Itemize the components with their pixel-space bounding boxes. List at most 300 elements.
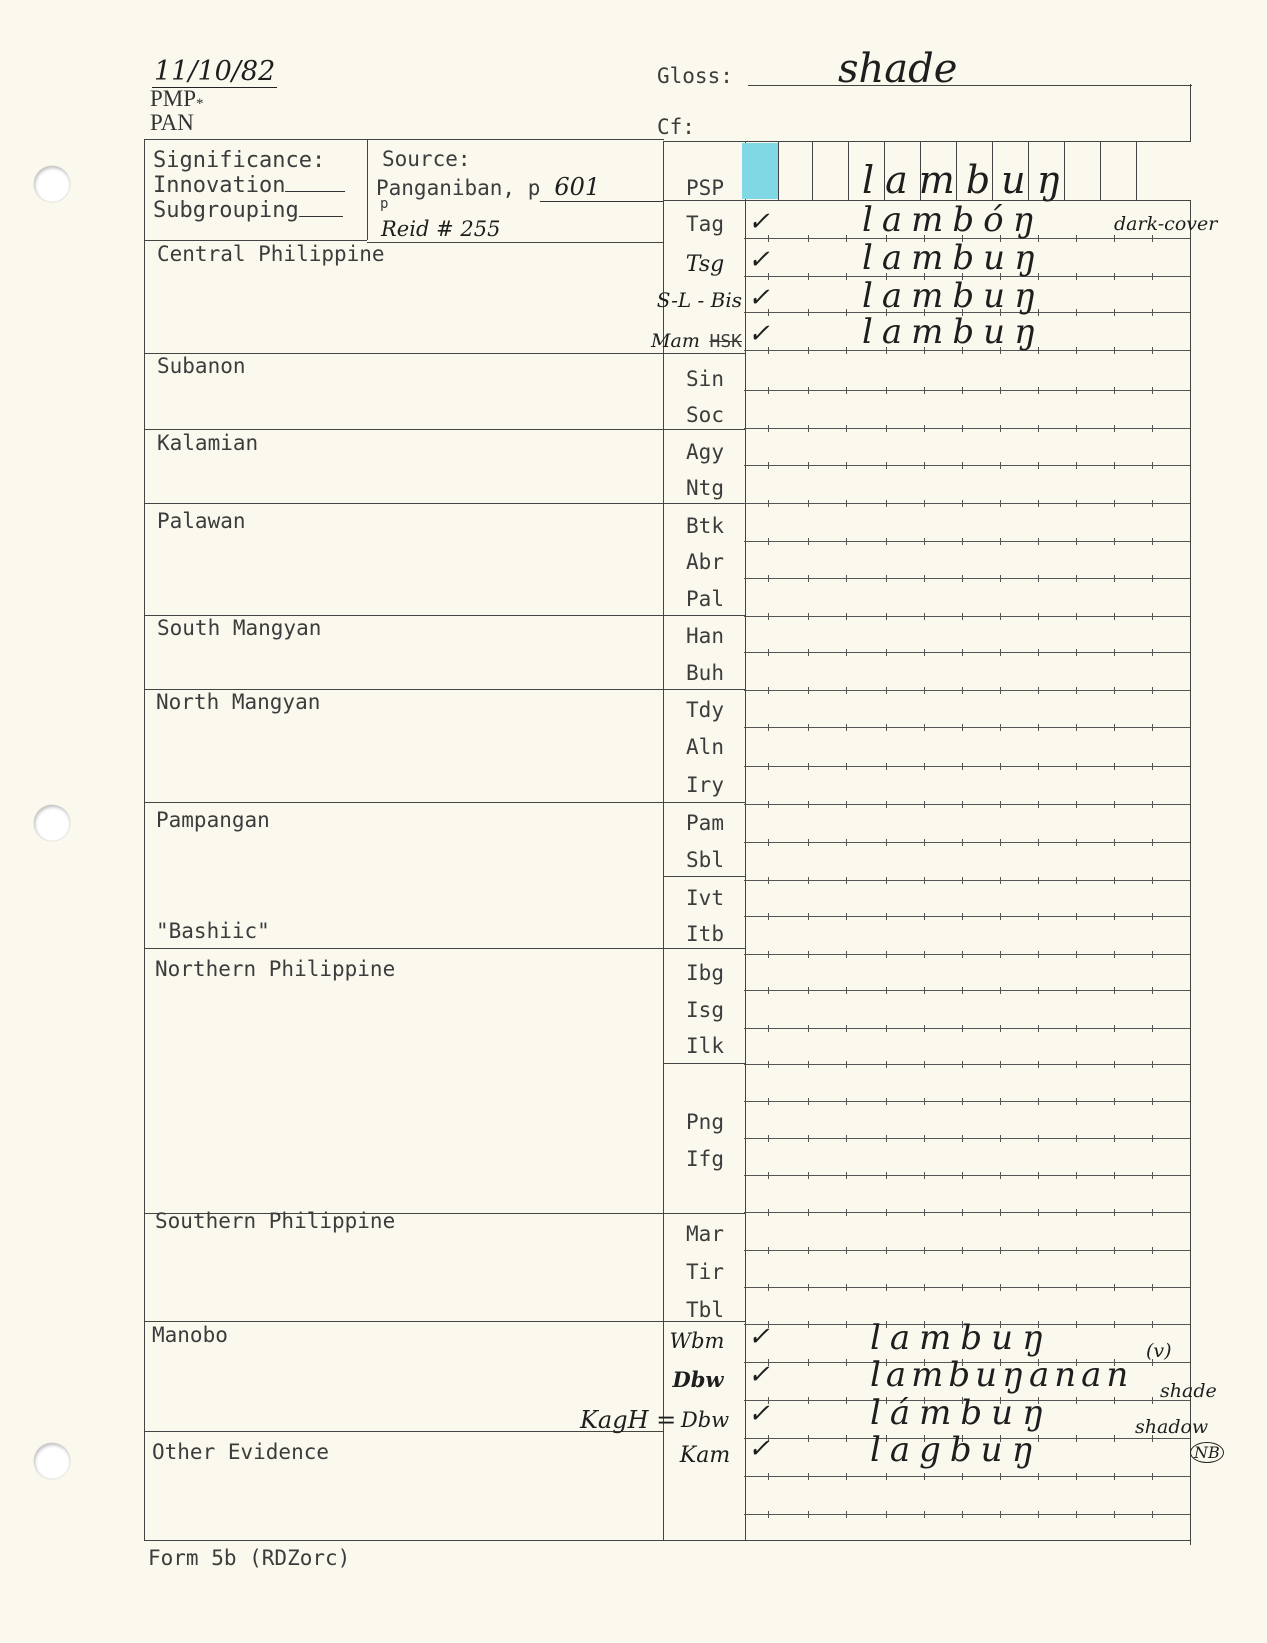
entry-rule-line bbox=[744, 652, 1190, 653]
note-wbm: (v) bbox=[1146, 1340, 1172, 1362]
rule-tick bbox=[808, 1359, 809, 1366]
right-frame bbox=[1190, 200, 1191, 1545]
rule-tick bbox=[1152, 951, 1153, 958]
lang-kam: Kam bbox=[679, 1443, 731, 1468]
rule-tick bbox=[924, 1098, 925, 1105]
rule-tick bbox=[1114, 1321, 1115, 1328]
rule-tick bbox=[1038, 1209, 1039, 1216]
rule-tick bbox=[1000, 724, 1001, 731]
lang-sin: Sin bbox=[686, 367, 724, 391]
rule-tick bbox=[768, 1209, 769, 1216]
rule-tick bbox=[808, 687, 809, 694]
rule-tick bbox=[1000, 1209, 1001, 1216]
rule-tick bbox=[886, 839, 887, 846]
rule-tick bbox=[846, 538, 847, 545]
entry-rule-line bbox=[744, 804, 1190, 805]
date: 11/10/82 bbox=[154, 56, 276, 87]
rule-tick bbox=[924, 538, 925, 545]
rule-tick bbox=[1114, 1284, 1115, 1291]
rule-tick bbox=[924, 1209, 925, 1216]
check-kam: ✓ bbox=[748, 1434, 770, 1464]
rule-tick bbox=[846, 1172, 847, 1179]
rule-tick bbox=[886, 425, 887, 432]
rule-tick bbox=[1114, 763, 1115, 770]
rule-tick bbox=[808, 1473, 809, 1480]
rule-tick bbox=[962, 1209, 963, 1216]
rule-tick bbox=[1038, 951, 1039, 958]
rule-tick bbox=[886, 575, 887, 582]
rule-tick bbox=[1038, 1172, 1039, 1179]
rule-tick bbox=[1000, 687, 1001, 694]
rule-tick bbox=[768, 649, 769, 656]
rule-tick bbox=[1076, 1473, 1077, 1480]
rule-tick bbox=[1152, 462, 1153, 469]
rule-tick bbox=[846, 839, 847, 846]
rule-tick bbox=[1076, 649, 1077, 656]
rule-tick bbox=[886, 1061, 887, 1068]
rule-tick bbox=[846, 425, 847, 432]
rule-tick bbox=[808, 1284, 809, 1291]
rule-tick bbox=[768, 1172, 769, 1179]
rule-tick bbox=[1076, 951, 1077, 958]
punch-hole-top bbox=[34, 166, 70, 202]
psp-cell-divider bbox=[812, 141, 813, 200]
rule-tick bbox=[1076, 1284, 1077, 1291]
entry-rule-line bbox=[744, 541, 1190, 542]
rule-tick bbox=[1076, 687, 1077, 694]
rule-tick bbox=[1038, 763, 1039, 770]
entry-rule-line bbox=[744, 1028, 1190, 1029]
rule-tick bbox=[1000, 575, 1001, 582]
rule-tick bbox=[924, 613, 925, 620]
psp-cell-divider bbox=[778, 141, 779, 200]
rule-tick bbox=[1038, 613, 1039, 620]
rule-tick bbox=[1038, 724, 1039, 731]
rule-tick bbox=[1152, 1061, 1153, 1068]
divider-northern bbox=[144, 948, 745, 949]
check-tag: ✓ bbox=[748, 207, 770, 237]
lang-isg: Isg bbox=[686, 998, 724, 1022]
rule-tick bbox=[1152, 724, 1153, 731]
rule-tick bbox=[768, 425, 769, 432]
rule-tick bbox=[886, 877, 887, 884]
entry-rule-line bbox=[744, 390, 1190, 391]
lang-tag: Tag bbox=[686, 212, 724, 236]
rule-tick bbox=[1152, 801, 1153, 808]
divider-pampangan bbox=[144, 802, 745, 803]
entry-rule-line bbox=[744, 727, 1190, 728]
rule-tick bbox=[1114, 1135, 1115, 1142]
rule-tick bbox=[1152, 273, 1153, 280]
rule-tick bbox=[846, 235, 847, 242]
rule-tick bbox=[1152, 387, 1153, 394]
rule-tick bbox=[768, 1061, 769, 1068]
rule-tick bbox=[1076, 877, 1077, 884]
rule-tick bbox=[1152, 309, 1153, 316]
divider-ilk-lang bbox=[663, 1063, 745, 1064]
lang-pam: Pam bbox=[686, 811, 724, 835]
lang-bis bbox=[620, 288, 742, 312]
note-dbw-2: shadow bbox=[1135, 1416, 1209, 1438]
rule-tick bbox=[1152, 687, 1153, 694]
rule-tick bbox=[1000, 500, 1001, 507]
rule-tick bbox=[886, 1098, 887, 1105]
rule-tick bbox=[808, 1098, 809, 1105]
rule-tick bbox=[1000, 987, 1001, 994]
rule-tick bbox=[846, 1098, 847, 1105]
rule-tick bbox=[1152, 1098, 1153, 1105]
rule-tick bbox=[924, 387, 925, 394]
rule-tick bbox=[886, 1135, 887, 1142]
rule-tick bbox=[924, 1473, 925, 1480]
rule-tick bbox=[808, 575, 809, 582]
rule-tick bbox=[808, 387, 809, 394]
rule-tick bbox=[768, 724, 769, 731]
rule-tick bbox=[962, 1061, 963, 1068]
rule-tick bbox=[1038, 687, 1039, 694]
rule-tick bbox=[1000, 462, 1001, 469]
rule-tick bbox=[1152, 500, 1153, 507]
rule-tick bbox=[808, 1209, 809, 1216]
rule-tick bbox=[1114, 913, 1115, 920]
rule-tick bbox=[1152, 347, 1153, 354]
lang-kagh: KagH = bbox=[580, 1406, 677, 1434]
rule-tick bbox=[962, 839, 963, 846]
check-dbw-1: ✓ bbox=[748, 1360, 770, 1390]
rule-tick bbox=[962, 1098, 963, 1105]
subgrouping-label bbox=[153, 198, 343, 223]
rule-tick bbox=[1114, 387, 1115, 394]
rule-tick bbox=[962, 951, 963, 958]
rule-tick bbox=[808, 1397, 809, 1404]
rule-tick bbox=[808, 1025, 809, 1032]
lang-wbm: Wbm bbox=[669, 1329, 725, 1353]
rule-tick bbox=[1076, 425, 1077, 432]
rule-tick bbox=[1152, 1172, 1153, 1179]
rule-tick bbox=[962, 877, 963, 884]
entry-rule-line bbox=[744, 880, 1190, 881]
group-southern-philippine: Southern Philippine bbox=[155, 1209, 396, 1233]
rule-tick bbox=[846, 1061, 847, 1068]
rule-tick bbox=[1114, 687, 1115, 694]
rule-tick bbox=[768, 839, 769, 846]
rule-tick bbox=[886, 387, 887, 394]
rule-tick bbox=[846, 877, 847, 884]
rule-tick bbox=[808, 951, 809, 958]
gloss-box-right bbox=[1190, 84, 1191, 141]
rule-tick bbox=[768, 613, 769, 620]
note-kam: NB bbox=[1190, 1442, 1224, 1463]
rule-tick bbox=[1076, 462, 1077, 469]
rule-tick bbox=[1038, 1098, 1039, 1105]
lang-tsg: Tsg bbox=[685, 252, 725, 277]
rule-tick bbox=[1152, 1209, 1153, 1216]
rule-tick bbox=[1114, 724, 1115, 731]
entry-rule-line bbox=[744, 503, 1190, 504]
source-line bbox=[376, 173, 664, 202]
lang-psp: PSP bbox=[686, 176, 724, 200]
rule-tick bbox=[962, 425, 963, 432]
lang-sbl: Sbl bbox=[686, 848, 724, 872]
check-mam: ✓ bbox=[748, 319, 770, 349]
entry-rule-line bbox=[744, 1250, 1190, 1251]
rule-tick bbox=[846, 1397, 847, 1404]
entry-rule-line bbox=[744, 1287, 1190, 1288]
rule-tick bbox=[1000, 913, 1001, 920]
rule-tick bbox=[1038, 425, 1039, 432]
rule-tick bbox=[1076, 309, 1077, 316]
rule-tick bbox=[846, 347, 847, 354]
rule-tick bbox=[1152, 839, 1153, 846]
rule-tick bbox=[846, 1209, 847, 1216]
rule-tick bbox=[846, 1135, 847, 1142]
rule-tick bbox=[768, 987, 769, 994]
rule-tick bbox=[924, 801, 925, 808]
rule-tick bbox=[1076, 1397, 1077, 1404]
rule-tick bbox=[1152, 1321, 1153, 1328]
entry-rule-line bbox=[744, 1212, 1190, 1213]
rule-tick bbox=[1152, 877, 1153, 884]
rule-tick bbox=[768, 877, 769, 884]
rule-tick bbox=[886, 1247, 887, 1254]
entry-dbw-1: lambuŋanan bbox=[870, 1355, 1134, 1395]
rule-tick bbox=[962, 387, 963, 394]
rule-tick bbox=[808, 724, 809, 731]
rule-tick bbox=[1076, 1209, 1077, 1216]
rule-tick bbox=[924, 951, 925, 958]
rule-tick bbox=[1114, 649, 1115, 656]
rule-tick bbox=[962, 1511, 963, 1518]
rule-tick bbox=[886, 687, 887, 694]
rule-tick bbox=[1114, 575, 1115, 582]
rule-tick bbox=[1000, 387, 1001, 394]
rule-tick bbox=[1076, 839, 1077, 846]
rule-tick bbox=[886, 801, 887, 808]
subgrouping-blank bbox=[299, 216, 343, 217]
rule-tick bbox=[962, 1025, 963, 1032]
rule-tick bbox=[962, 462, 963, 469]
rule-tick bbox=[962, 500, 963, 507]
rule-tick bbox=[886, 1473, 887, 1480]
rule-tick bbox=[808, 273, 809, 280]
rule-tick bbox=[1114, 1098, 1115, 1105]
subgrouping-text: Subgrouping bbox=[153, 198, 299, 223]
rule-tick bbox=[1076, 1025, 1077, 1032]
rule-tick bbox=[1076, 347, 1077, 354]
gloss-label: Gloss: bbox=[657, 64, 733, 88]
significance-title: Significance: bbox=[153, 148, 326, 173]
rule-tick bbox=[846, 1473, 847, 1480]
rule-tick bbox=[1000, 1061, 1001, 1068]
rule-tick bbox=[1038, 1135, 1039, 1142]
rule-tick bbox=[1000, 951, 1001, 958]
rule-tick bbox=[924, 1135, 925, 1142]
entry-rule-line bbox=[744, 766, 1190, 767]
rule-tick bbox=[962, 913, 963, 920]
rule-tick bbox=[886, 913, 887, 920]
lang-han: Han bbox=[686, 624, 724, 648]
rule-tick bbox=[768, 387, 769, 394]
lang-png: Png bbox=[686, 1110, 724, 1134]
rule-tick bbox=[1152, 1135, 1153, 1142]
rule-tick bbox=[1000, 613, 1001, 620]
lang-dbw-2: Dbw bbox=[680, 1408, 730, 1432]
rule-tick bbox=[962, 1172, 963, 1179]
rule-tick bbox=[924, 913, 925, 920]
entry-rule-line bbox=[744, 842, 1190, 843]
rule-tick bbox=[808, 347, 809, 354]
rule-tick bbox=[1114, 235, 1115, 242]
rule-tick bbox=[924, 462, 925, 469]
rule-tick bbox=[1114, 1061, 1115, 1068]
form-footer: Form 5b (RDZorc) bbox=[148, 1546, 351, 1570]
rule-tick bbox=[1114, 613, 1115, 620]
rule-tick bbox=[1038, 1025, 1039, 1032]
innovation-text: Innovation bbox=[153, 173, 286, 198]
lang-itb: Itb bbox=[686, 922, 724, 946]
lang-column-right bbox=[745, 141, 746, 1541]
group-northern-philippine: Northern Philippine bbox=[155, 957, 396, 981]
group-kalamian: Kalamian bbox=[157, 431, 259, 455]
rule-tick bbox=[1076, 575, 1077, 582]
rule-tick bbox=[962, 687, 963, 694]
group-central-philippine: Central Philippine bbox=[157, 242, 385, 266]
rule-tick bbox=[1076, 763, 1077, 770]
entry-tsg: lambuŋ bbox=[862, 238, 1045, 278]
divider-central bbox=[144, 240, 367, 241]
rule-tick bbox=[808, 649, 809, 656]
pan-label: PAN bbox=[150, 110, 194, 135]
bottom-frame bbox=[144, 1540, 1191, 1541]
entry-mam: lambuŋ bbox=[862, 312, 1045, 352]
rule-tick bbox=[846, 913, 847, 920]
rule-tick bbox=[962, 1135, 963, 1142]
rule-tick bbox=[1038, 462, 1039, 469]
rule-tick bbox=[886, 1025, 887, 1032]
rule-tick bbox=[962, 801, 963, 808]
rule-tick bbox=[1000, 1098, 1001, 1105]
lang-agy: Agy bbox=[686, 440, 724, 464]
rule-tick bbox=[924, 724, 925, 731]
rule-tick bbox=[1114, 425, 1115, 432]
rule-tick bbox=[962, 538, 963, 545]
rule-tick bbox=[886, 613, 887, 620]
rule-tick bbox=[1000, 1172, 1001, 1179]
rule-tick bbox=[886, 951, 887, 958]
rule-tick bbox=[768, 500, 769, 507]
rule-tick bbox=[1076, 1511, 1077, 1518]
rule-tick bbox=[924, 1284, 925, 1291]
rule-tick bbox=[1038, 839, 1039, 846]
rule-tick bbox=[886, 1209, 887, 1216]
divider-bashiic-lang bbox=[663, 876, 745, 877]
rule-tick bbox=[886, 1511, 887, 1518]
rule-tick bbox=[846, 1284, 847, 1291]
divider-palawan bbox=[144, 503, 745, 504]
rule-tick bbox=[1114, 951, 1115, 958]
psp-cell-divider bbox=[1100, 141, 1101, 200]
rule-tick bbox=[1114, 1247, 1115, 1254]
lang-abr: Abr bbox=[686, 550, 724, 574]
rule-tick bbox=[768, 575, 769, 582]
rule-tick bbox=[768, 462, 769, 469]
rule-tick bbox=[1114, 462, 1115, 469]
rule-tick bbox=[808, 1172, 809, 1179]
rule-tick bbox=[886, 538, 887, 545]
punch-hole-bottom bbox=[34, 1443, 70, 1479]
rule-tick bbox=[1000, 839, 1001, 846]
rule-tick bbox=[924, 1511, 925, 1518]
rule-tick bbox=[962, 987, 963, 994]
rule-tick bbox=[924, 877, 925, 884]
rule-tick bbox=[808, 235, 809, 242]
rule-tick bbox=[924, 649, 925, 656]
rule-tick bbox=[1076, 1321, 1077, 1328]
rule-tick bbox=[962, 649, 963, 656]
rule-tick bbox=[1152, 1511, 1153, 1518]
check-dbw-2: ✓ bbox=[748, 1399, 770, 1429]
entry-rule-line bbox=[744, 428, 1190, 429]
rule-tick bbox=[1076, 1135, 1077, 1142]
entry-rule-line bbox=[744, 1064, 1190, 1065]
rule-tick bbox=[1038, 987, 1039, 994]
rule-tick bbox=[846, 575, 847, 582]
rule-tick bbox=[1076, 235, 1077, 242]
check-wbm: ✓ bbox=[748, 1322, 770, 1352]
rule-tick bbox=[846, 1025, 847, 1032]
left-frame bbox=[144, 139, 145, 1540]
rule-tick bbox=[808, 763, 809, 770]
rule-tick bbox=[1000, 1025, 1001, 1032]
rule-tick bbox=[846, 1359, 847, 1366]
rule-tick bbox=[924, 1172, 925, 1179]
lang-ivt: Ivt bbox=[686, 886, 724, 910]
rule-tick bbox=[1114, 1172, 1115, 1179]
rule-tick bbox=[1114, 500, 1115, 507]
rule-tick bbox=[924, 687, 925, 694]
rule-tick bbox=[846, 309, 847, 316]
lang-pal: Pal bbox=[686, 587, 724, 611]
rule-tick bbox=[924, 1247, 925, 1254]
group-manobo: Manobo bbox=[152, 1323, 228, 1347]
rule-tick bbox=[846, 613, 847, 620]
rule-tick bbox=[1114, 1473, 1115, 1480]
rule-tick bbox=[1038, 801, 1039, 808]
group-subanon: Subanon bbox=[157, 354, 246, 378]
group-pampangan: Pampangan bbox=[156, 808, 270, 832]
rule-tick bbox=[768, 913, 769, 920]
rule-tick bbox=[886, 987, 887, 994]
rule-tick bbox=[1152, 613, 1153, 620]
entry-rule-line bbox=[744, 954, 1190, 955]
check-tsg: ✓ bbox=[748, 245, 770, 275]
rule-tick bbox=[1000, 1511, 1001, 1518]
rule-tick bbox=[1152, 1397, 1153, 1404]
rule-tick bbox=[924, 839, 925, 846]
rule-tick bbox=[808, 987, 809, 994]
rule-tick bbox=[1152, 1284, 1153, 1291]
rule-tick bbox=[1038, 1247, 1039, 1254]
rule-tick bbox=[1152, 425, 1153, 432]
lang-soc: Soc bbox=[686, 403, 724, 427]
divider-kalamian bbox=[144, 429, 745, 430]
rule-tick bbox=[846, 951, 847, 958]
rule-tick bbox=[1114, 987, 1115, 994]
rule-tick bbox=[1076, 1061, 1077, 1068]
lang-mam bbox=[620, 330, 742, 352]
psp-highlight-cell bbox=[742, 143, 778, 199]
rule-tick bbox=[1114, 1435, 1115, 1442]
